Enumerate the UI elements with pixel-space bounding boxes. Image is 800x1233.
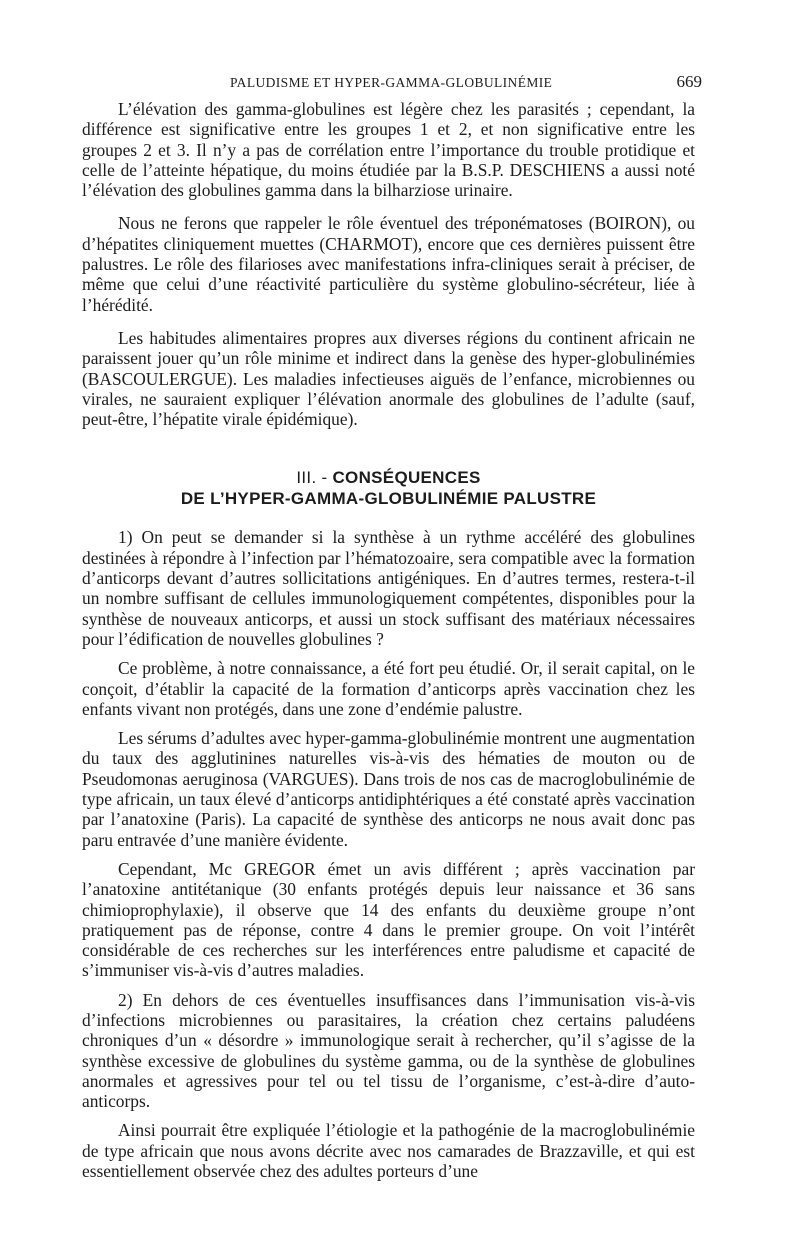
- section-number: III. -: [296, 468, 328, 488]
- running-head: [82, 72, 702, 94]
- section-heading: [82, 467, 695, 509]
- section-subtitle: DE L’HYPER-GAMMA-GLOBULINÉMIE PALUSTRE: [180, 489, 597, 509]
- section-title: CONSÉQUENCES: [332, 468, 481, 488]
- paragraph: Ainsi pourrait être expliquée l’étiologie et la pathogénie de la macroglobulinémie de type africain que nous avons décrite avec nos camarades de Brazzaville, et qui est essentiellement observée chez des adultes porteurs d’une: [82, 1120, 695, 1182]
- running-title: PALUDISME ET HYPER-GAMMA-GLOBULINÉMIE: [230, 75, 553, 90]
- body-text: [82, 99, 695, 1181]
- paragraph: L’élévation des gamma-globulines est légère chez les parasités ; cependant, la différence est significative entre les groupes 1 et 2, et non significative entre les groupes 2 et 3. Il n’y a pas de corrélation entre l’importance du trouble protidique et celle de l’atteinte hépatique, du moins étudiée par la B.S.P. DESCHIENS a aussi noté l’élévation des globulines gamma dans la bilharziose urinaire.: [82, 99, 695, 201]
- page-number: 669: [676, 72, 702, 91]
- paragraph: 1) On peut se demander si la synthèse à un rythme accéléré des globulines destinées à répondre à l’infection par l’hématozoaire, sera compatible avec la formation d’anticorps devant d’autres sollicitations antigéniques. En d’autres termes, restera-t-il un nombre suffisant de cellules immunologiquement compétentes, disponibles pour la synthèse de nouveaux anticorps, et aussi un stock suffisant des matériaux nécessaires pour l’édification de nouvelles globulines ?: [82, 527, 695, 649]
- paragraph: Ce problème, à notre connaissance, a été fort peu étudié. Or, il serait capital, on le conçoit, d’établir la capacité de la formation d’anticorps après vaccination chez les enfants vivant non protégés, dans une zone d’endémie palustre.: [82, 658, 695, 719]
- paragraph: Les habitudes alimentaires propres aux diverses régions du continent africain ne paraissent jouer qu’un rôle minime et indirect dans la genèse des hyper-globulinémies (BASCOULERGUE). Les maladies infectieuses aiguës de l’enfance, microbiennes ou virales, ne sauraient expliquer l’élévation anormale des globulines de l’adulte (sauf, peut-être, l’hépatite virale épidémique).: [82, 327, 695, 430]
- paragraph: Les sérums d’adultes avec hyper-gamma-globulinémie montrent une augmentation du taux des agglutinines naturelles vis-à-vis des hématies de mouton ou de Pseudomonas aeruginosa (VARGUES). Dans trois de nos cas de macroglobulinémie de type africain, un taux élevé d’anticorps antidiphtériques a été constaté après vaccination par l’anatoxine (Paris). La capacité de synthèse des anticorps ne nous avait donc pas paru entravée d’une manière évidente.: [82, 728, 695, 850]
- paragraph: Cependant, Mc GREGOR émet un avis différent ; après vaccination par l’anatoxine antitétanique (30 enfants protégés depuis leur naissance et 36 sans chimioprophylaxie), il observe que 14 des enfants du deuxième groupe n’ont pratiquement pas de réponse, contre 4 dans le premier groupe. On voit l’intérêt considérable de ces recherches sur les interférences entre paludisme et capacité de s’immuniser vis-à-vis d’autres maladies.: [82, 858, 695, 981]
- section-heading-line-1: [82, 467, 695, 488]
- paragraph: Nous ne ferons que rappeler le rôle éventuel des tréponématoses (BOIRON), ou d’hépatites cliniquement muettes (CHARMOT), encore que ces dernières puissent être palustres. Le rôle des filarioses avec manifestations infra-cliniques serait à préciser, de même que celui d’une réactivité particulière du système globulino-sécréteur, liée à l’hérédité.: [82, 213, 695, 315]
- paragraph: 2) En dehors de ces éventuelles insuffisances dans l’immunisation vis-à-vis d’infections microbiennes ou parasitaires, la création chez certains paludéens chroniques d’un « désordre » immunologique serait à rechercher, qu’il s’agisse de la synthèse excessive de globulines du système gamma, ou de la synthèse de globulines anormales et agressives pour tel ou tel tissu de l’organisme, c’est-à-dire d’auto-anticorps.: [82, 989, 695, 1112]
